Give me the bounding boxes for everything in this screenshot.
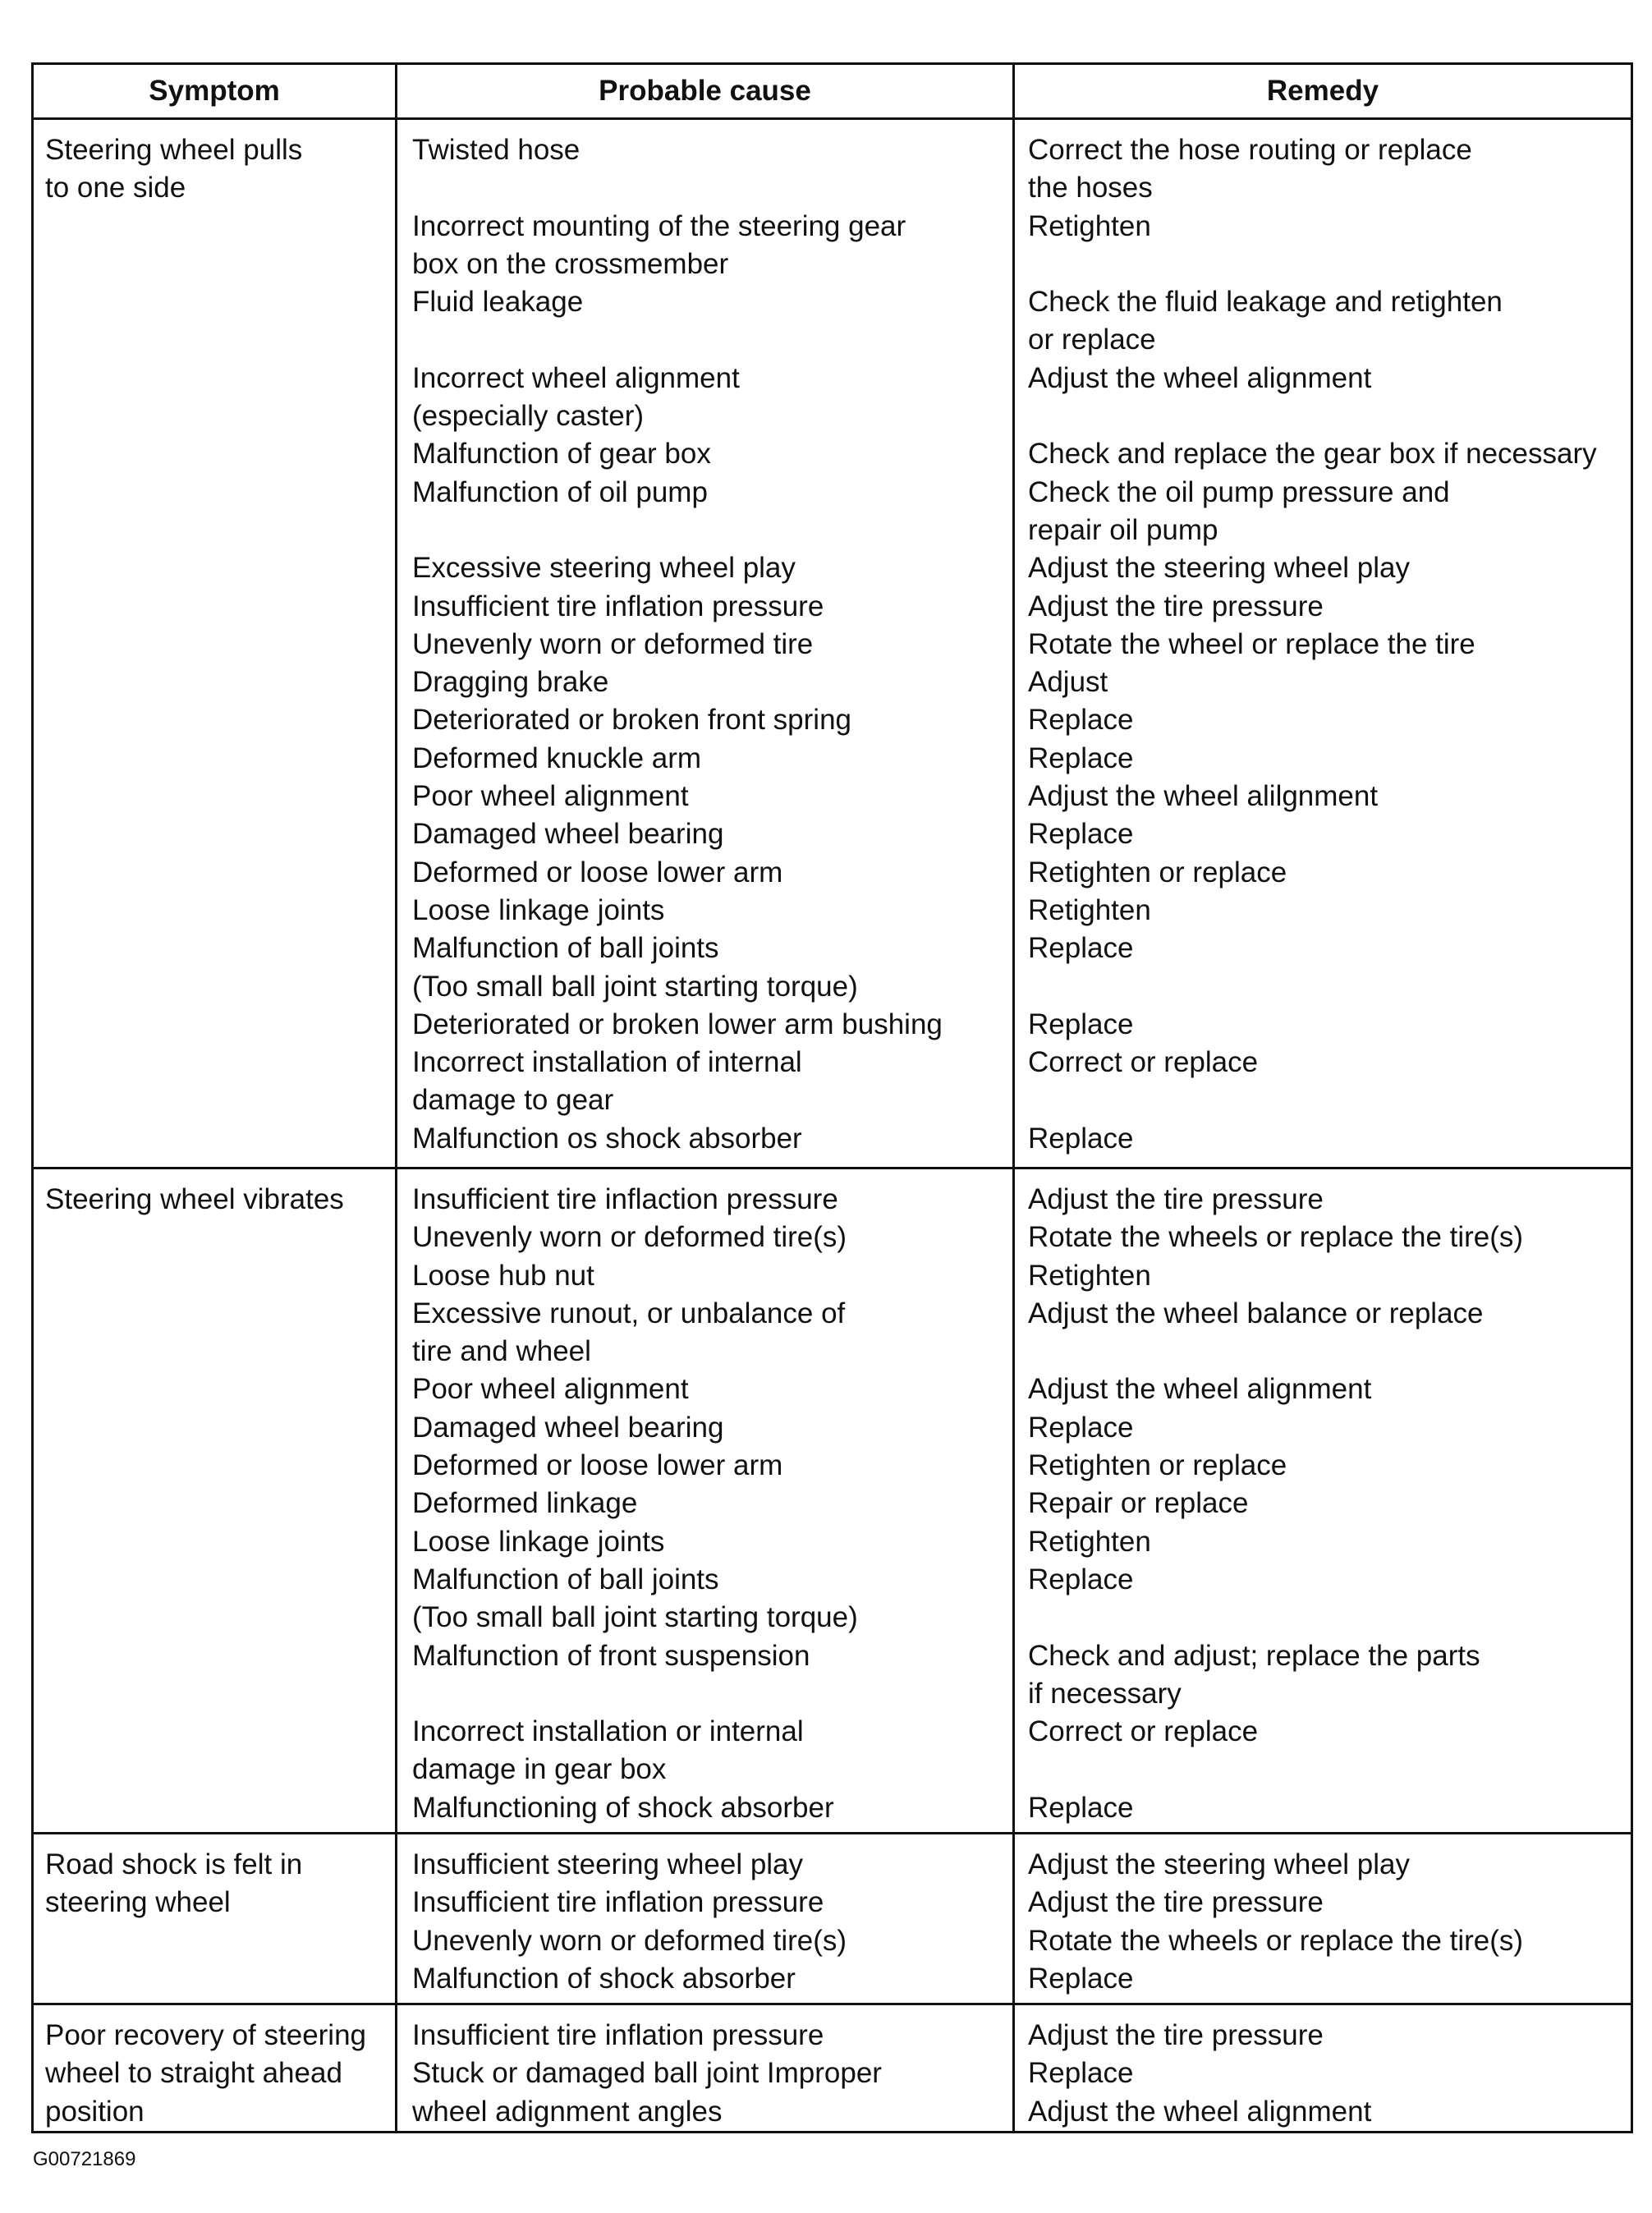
probable-cause-cell (397, 119, 1014, 1168)
table-row (33, 1834, 1632, 2004)
cause-line: Twisted hose (412, 134, 580, 166)
probable-cause-cell (397, 2004, 1014, 2133)
remedy-line: Retighten (1028, 209, 1151, 242)
remedy-cell (1014, 2004, 1632, 2133)
cause-line: Loose linkage joints (412, 1525, 665, 1558)
remedy-line: Replace (1028, 2057, 1134, 2090)
cause-line: Insufficient steering wheel play (412, 1848, 804, 1880)
remedy-line: Adjust the steering wheel play (1028, 1848, 1410, 1880)
remedy-line: Adjust the tire pressure (1028, 1183, 1324, 1215)
table-row (33, 119, 1632, 1168)
cause-line: Stuck or damaged ball joint Improper (412, 2057, 882, 2090)
remedy-line: Check and replace the gear box if necessary (1028, 438, 1597, 471)
remedy-line: Adjust the wheel alignment (1028, 2095, 1372, 2128)
symptom-text: steering wheel (45, 1886, 231, 1919)
remedy-line: Check the oil pump pressure and (1028, 475, 1450, 508)
cause-line: Insufficient tire inflaction pressure (412, 1183, 838, 1215)
remedy-line: Replace (1028, 818, 1134, 851)
remedy-line: Rotate the wheels or replace the tire(s) (1028, 1924, 1524, 1957)
cause-line: Incorrect installation of internal (412, 1046, 802, 1079)
remedy-line: if necessary (1028, 1677, 1182, 1710)
cause-line: Deformed or loose lower arm (412, 1449, 783, 1482)
remedy-line: Correct or replace (1028, 1715, 1259, 1748)
cause-line: Insufficient tire inflation pressure (412, 590, 824, 622)
cause-line: Damaged wheel bearing (412, 1411, 724, 1444)
remedy-line: Repair or replace (1028, 1487, 1249, 1520)
remedy-line: Check and adjust; replace the parts (1028, 1639, 1480, 1672)
cause-line: Poor wheel alignment (412, 780, 689, 813)
remedy-line: Adjust (1028, 666, 1108, 699)
cause-line: Poor wheel alignment (412, 1373, 689, 1406)
remedy-line: or replace (1028, 324, 1156, 356)
remedy-line: the hoses (1028, 172, 1153, 204)
cause-line: Unevenly worn or deformed tire (412, 627, 814, 660)
symptom-text: position (45, 2095, 145, 2128)
cause-line: Excessive steering wheel play (412, 552, 796, 585)
symptom-text: wheel to straight ahead (45, 2057, 342, 2090)
remedy-line: Replace (1028, 1122, 1134, 1155)
cause-line: Insufficient tire inflation pressure (412, 1886, 824, 1919)
symptom-cell (33, 1168, 397, 1834)
cause-line: Excessive runout, or unbalance of (412, 1297, 846, 1329)
cause-line: Malfunction of gear box (412, 438, 711, 471)
remedy-line (1028, 397, 1626, 435)
cause-line: Malfunction of ball joints (412, 932, 719, 965)
header-remedy: Remedy (1014, 64, 1632, 119)
remedy-cell (1014, 1834, 1632, 2004)
symptom-text: Road shock is felt in (45, 1848, 303, 1880)
remedy-cell (1014, 1168, 1632, 1834)
symptom-text: Steering wheel vibrates (45, 1183, 344, 1215)
figure-code: G00721869 (33, 2148, 136, 2170)
cause-line (412, 1675, 1004, 1713)
remedy-line: Adjust the steering wheel play (1028, 552, 1410, 585)
cause-line: Malfunction os shock absorber (412, 1122, 802, 1155)
cause-line: Malfunction of shock absorber (412, 1962, 796, 1995)
cause-line (412, 512, 1004, 549)
cause-line: Damaged wheel bearing (412, 818, 724, 851)
remedy-line: Retighten or replace (1028, 856, 1287, 888)
cause-line: Fluid leakage (412, 286, 584, 319)
symptom-cell (33, 119, 397, 1168)
symptom-cell (33, 1834, 397, 2004)
remedy-line: Replace (1028, 741, 1134, 774)
cause-line: Deteriorated or broken lower arm bushing (412, 1008, 943, 1040)
table-body (33, 119, 1632, 2133)
remedy-line: Retighten (1028, 893, 1151, 926)
cause-line: Malfunction of ball joints (412, 1563, 719, 1595)
remedy-line: Rotate the wheels or replace the tire(s) (1028, 1221, 1524, 1254)
cause-line: Malfunction of oil pump (412, 475, 708, 508)
remedy-line: Check the fluid leakage and retighten (1028, 286, 1503, 319)
troubleshooting-table-container (31, 62, 1631, 2127)
cause-line: Unevenly worn or deformed tire(s) (412, 1924, 847, 1957)
remedy-line: Adjust the wheel alignment (1028, 1373, 1372, 1406)
remedy-line: Replace (1028, 1563, 1134, 1595)
remedy-line: Retighten (1028, 1525, 1151, 1558)
remedy-line: Replace (1028, 1411, 1134, 1444)
cause-line: Deformed linkage (412, 1487, 638, 1520)
cause-line (412, 169, 1004, 207)
remedy-cell (1014, 119, 1632, 1168)
symptom-text: to one side (45, 172, 186, 204)
cause-line: Dragging brake (412, 666, 609, 699)
remedy-line: Rotate the wheel or replace the tire (1028, 627, 1475, 660)
remedy-line (1028, 1751, 1626, 1788)
cause-line: tire and wheel (412, 1335, 591, 1368)
remedy-line (1028, 1599, 1626, 1637)
cause-line: Loose linkage joints (412, 893, 665, 926)
remedy-line: Adjust the tire pressure (1028, 2019, 1324, 2051)
remedy-line: repair oil pump (1028, 513, 1218, 546)
cause-line: Loose hub nut (412, 1259, 594, 1292)
remedy-line (1028, 968, 1626, 1006)
cause-line: Incorrect wheel alignment (412, 361, 740, 394)
cause-line: Unevenly worn or deformed tire(s) (412, 1221, 847, 1254)
cause-line: Insufficient tire inflation pressure (412, 2019, 824, 2051)
probable-cause-cell (397, 1168, 1014, 1834)
cause-line: wheel adignment angles (412, 2095, 723, 2128)
header-probable-cause: Probable cause (397, 64, 1014, 119)
cause-line: Incorrect mounting of the steering gear (412, 209, 906, 242)
remedy-line: Adjust the wheel alignment (1028, 361, 1372, 394)
remedy-line: Adjust the tire pressure (1028, 1886, 1324, 1919)
header-symptom: Symptom (33, 64, 397, 119)
symptom-text: Steering wheel pulls (45, 134, 303, 166)
remedy-line: Adjust the tire pressure (1028, 590, 1324, 622)
troubleshooting-table (31, 62, 1633, 2133)
remedy-line: Adjust the wheel balance or replace (1028, 1297, 1484, 1329)
symptom-cell (33, 2004, 397, 2133)
table-row (33, 2004, 1632, 2133)
cause-line: Deformed or loose lower arm (412, 856, 783, 888)
symptom-text: Poor recovery of steering (45, 2019, 367, 2051)
header-row (33, 64, 1632, 119)
remedy-line: Retighten (1028, 1259, 1151, 1292)
cause-line (412, 321, 1004, 359)
remedy-line: Adjust the wheel alilgnment (1028, 780, 1379, 813)
probable-cause-cell (397, 1834, 1014, 2004)
cause-line: Incorrect installation or internal (412, 1715, 804, 1748)
cause-line: Malfunction of front suspension (412, 1639, 810, 1672)
remedy-line: Retighten or replace (1028, 1449, 1287, 1482)
remedy-line: Replace (1028, 704, 1134, 737)
cause-line: (Too small ball joint starting torque) (412, 970, 858, 1003)
cause-line: Deteriorated or broken front spring (412, 704, 851, 737)
remedy-line: Correct the hose routing or replace (1028, 134, 1472, 166)
remedy-line: Replace (1028, 1008, 1134, 1040)
remedy-line: Replace (1028, 932, 1134, 965)
table-row (33, 1168, 1632, 1834)
cause-line: damage to gear (412, 1084, 614, 1117)
remedy-line: Replace (1028, 1962, 1134, 1995)
remedy-line: Correct or replace (1028, 1046, 1259, 1079)
remedy-line (1028, 1333, 1626, 1370)
remedy-line (1028, 246, 1626, 283)
cause-line: box on the crossmember (412, 247, 729, 280)
cause-line: Deformed knuckle arm (412, 741, 702, 774)
cause-line: (especially caster) (412, 400, 645, 433)
remedy-line (1028, 1081, 1626, 1119)
cause-line: Malfunctioning of shock absorber (412, 1791, 834, 1824)
cause-line: damage in gear box (412, 1753, 667, 1786)
remedy-line: Replace (1028, 1791, 1134, 1824)
cause-line: (Too small ball joint starting torque) (412, 1601, 858, 1634)
